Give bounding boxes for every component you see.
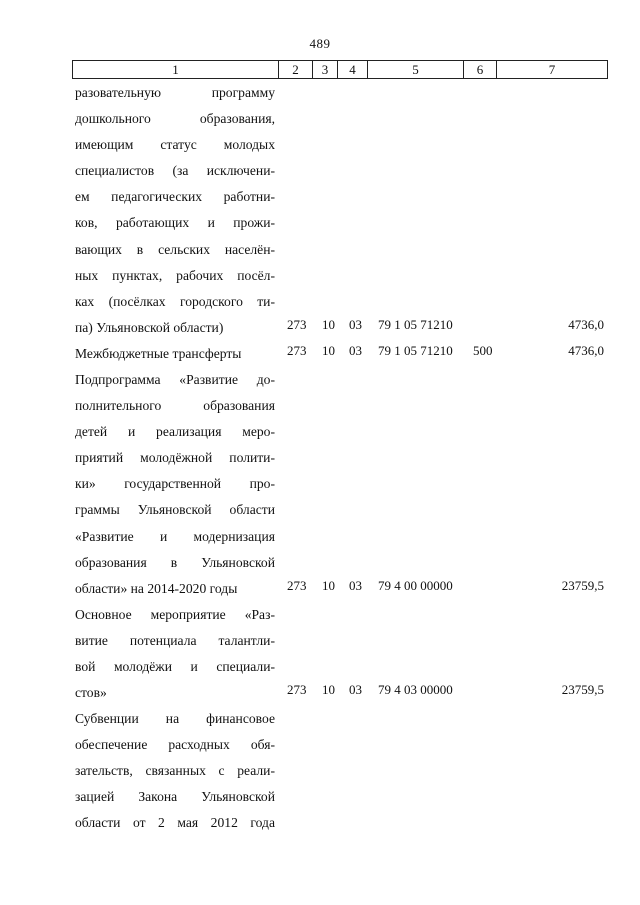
text-line: ках (посёлках городского ти- (75, 293, 275, 309)
text-line: зательств, связанных с реали- (75, 763, 275, 779)
cell-col-6: 500 (473, 343, 493, 358)
cell-col-2: 273 (287, 317, 307, 332)
text-line: Подпрограмма «Развитие до- (75, 372, 275, 387)
text-line: дошкольного образования, (75, 111, 275, 127)
row-description (75, 80, 275, 341)
row-description (75, 367, 275, 602)
row-description (75, 602, 275, 706)
text-line: зацией Закона Ульяновской (75, 789, 275, 805)
cell-col-3: 10 (322, 343, 335, 358)
text-line: приятий молодёжной полити- (75, 450, 275, 466)
text-line: вающих в сельских населён- (75, 241, 275, 257)
text-line: стов» (75, 685, 107, 701)
cell-col-5: 79 1 05 71210 (378, 343, 453, 358)
cell-col-5: 79 4 00 00000 (378, 578, 453, 593)
text-line: обеспечение расходных обя- (75, 737, 275, 753)
cell-col-2: 273 (287, 578, 307, 593)
text-line: имеющим статус молодых (75, 137, 275, 153)
cell-col-5: 79 1 05 71210 (378, 317, 453, 332)
header-col-5: 5 (368, 61, 464, 78)
header-col-2: 2 (279, 61, 313, 78)
text-line: полнительного образования (75, 398, 275, 414)
text-line: вой молодёжи и специали- (75, 659, 275, 675)
header-col-6: 6 (464, 61, 497, 78)
cell-col-7: 23759,5 (561, 682, 604, 697)
text-line: области» на 2014-2020 годы (75, 580, 238, 596)
cell-col-5: 79 4 03 00000 (378, 682, 453, 697)
text-line: специалистов (за исключени- (75, 163, 275, 179)
cell-col-7: 4736,0 (568, 343, 604, 358)
cell-col-3: 10 (322, 317, 335, 332)
cell-col-3: 10 (322, 578, 335, 593)
header-col-4: 4 (338, 61, 368, 78)
text-line: ки» государственной про- (75, 476, 275, 492)
text-line: разовательную программу (75, 85, 275, 100)
cell-col-3: 10 (322, 682, 335, 697)
cell-col-7: 4736,0 (568, 317, 604, 332)
text-line: «Развитие и модернизация (75, 528, 275, 544)
text-line: витие потенциала талантли- (75, 633, 275, 649)
cell-col-4: 03 (349, 343, 362, 358)
header-col-1: 1 (73, 61, 279, 78)
page-number: 489 (309, 36, 331, 51)
header-col-3: 3 (313, 61, 338, 78)
cell-col-2: 273 (287, 682, 307, 697)
text-line: детей и реализация меро- (75, 424, 275, 440)
table-header (72, 60, 608, 79)
text-line: ных пунктах, рабочих посёл- (75, 267, 275, 283)
text-line: ков, работающих и прожи- (75, 215, 275, 231)
row-description (75, 341, 275, 367)
header-col-7: 7 (548, 62, 556, 77)
cell-col-4: 03 (349, 317, 362, 332)
cell-col-4: 03 (349, 682, 362, 697)
text-line: Субвенции на финансовое (75, 711, 275, 726)
text-line: области от 2 мая 2012 года (75, 815, 275, 831)
cell-col-2: 273 (287, 343, 307, 358)
text-line: Межбюджетные трансферты (75, 346, 242, 361)
row-description (75, 706, 275, 836)
text-line: па) Ульяновской области) (75, 319, 224, 335)
text-line: граммы Ульяновской области (75, 502, 275, 518)
text-line: Основное мероприятие «Раз- (75, 607, 275, 622)
cell-col-4: 03 (349, 578, 362, 593)
text-line: образования в Ульяновской (75, 554, 275, 570)
text-line: ем педагогических работни- (75, 189, 275, 205)
cell-col-7: 23759,5 (561, 578, 604, 593)
